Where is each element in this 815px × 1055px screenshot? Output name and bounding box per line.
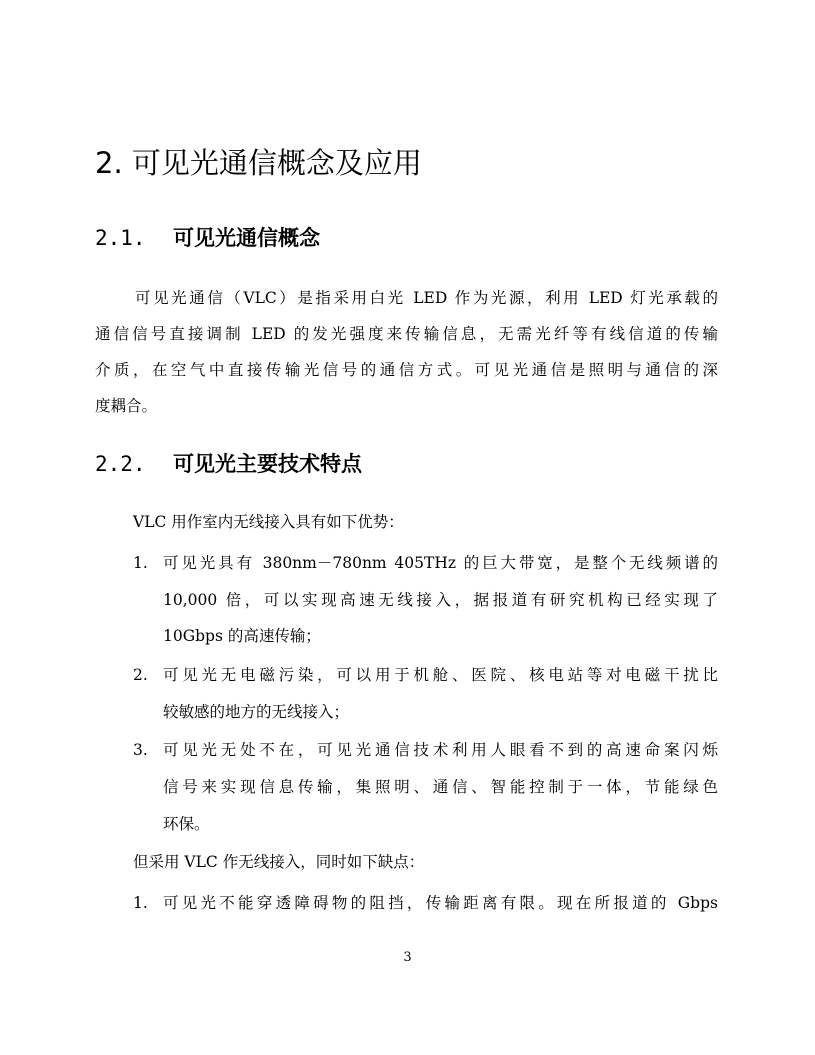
paragraph-line: 可见光通信（VLC）是指采用白光 LED 作为光源，利用 LED 灯光承载的: [135, 289, 718, 307]
heading-number: 2.2.: [95, 452, 146, 476]
disadvantages-intro: 但采用 VLC 作无线接入，同时如下缺点：: [133, 853, 425, 871]
list-number: 2.: [133, 666, 148, 684]
heading-text: 可见光主要技术特点: [173, 452, 362, 476]
list-item-line: 环保。: [163, 815, 210, 833]
subsection-heading-2-2: [95, 450, 362, 478]
paragraph-line: 度耦合。: [95, 397, 158, 415]
list-number: 1.: [133, 554, 148, 572]
heading-number: 2.1.: [95, 226, 146, 250]
paragraph-line: 通信信号直接调制 LED 的发光强度来传输信息，无需光纤等有线信道的传输: [95, 325, 718, 343]
paragraph-line: 介质，在空气中直接传输光信号的通信方式。可见光通信是照明与通信的深: [95, 361, 718, 379]
list-item-line: 信号来实现信息传输，集照明、通信、智能控制于一体，节能绿色: [163, 778, 718, 796]
subsection-heading-2-1: [95, 224, 320, 252]
heading-text: 可见光通信概念: [173, 226, 320, 250]
section-title: 2. 可见光通信概念及应用: [95, 146, 422, 180]
list-item-line: 可见光无电磁污染，可以用于机舱、医院、核电站等对电磁干扰比: [163, 666, 718, 684]
list-item-line: 可见光无处不在，可见光通信技术利用人眼看不到的高速命案闪烁: [163, 741, 718, 759]
page-number: 3: [403, 950, 412, 965]
list-item-line: 10,000 倍，可以实现高速无线接入，据报道有研究机构已经实现了: [163, 591, 718, 609]
list-item-line: 可见光具有 380nm－780nm 405THz 的巨大带宽，是整个无线频谱的: [163, 554, 718, 572]
list-item-line: 较敏感的地方的无线接入；: [163, 703, 350, 721]
advantages-intro: VLC 用作室内无线接入具有如下优势：: [133, 513, 404, 531]
list-number: 1.: [133, 894, 148, 912]
list-item-line: 可见光不能穿透障碍物的阻挡，传输距离有限。现在所报道的 Gbps: [163, 894, 718, 912]
list-item-line: 10Gbps 的高速传输；: [163, 627, 321, 645]
list-number: 3.: [133, 741, 148, 759]
